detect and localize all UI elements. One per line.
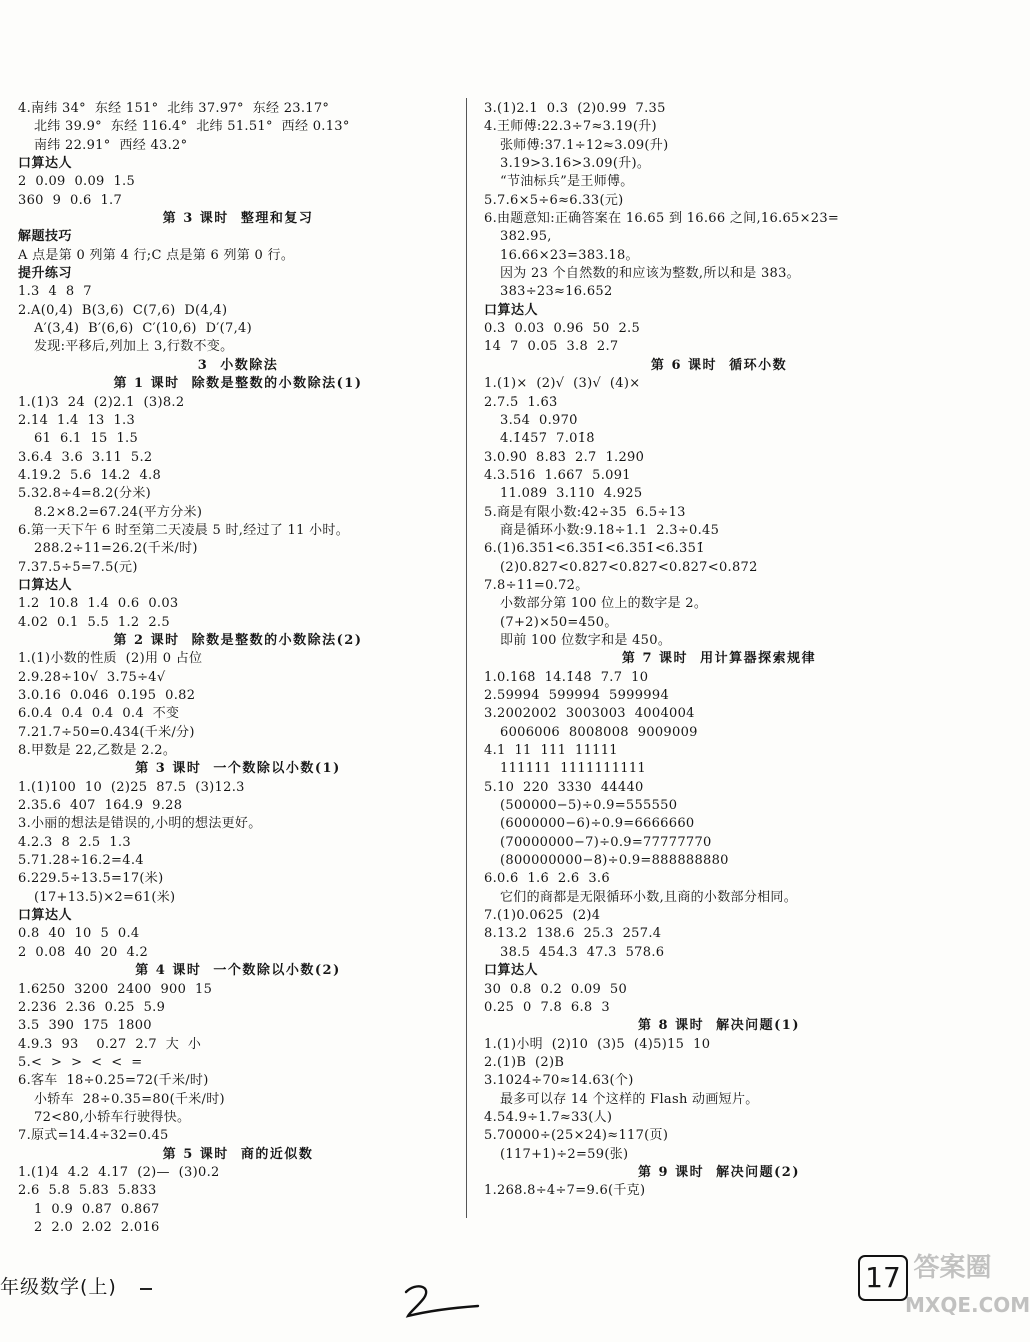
answer-line: 4.1̇457̇ 7.01̇8̇: [500, 431, 595, 447]
answer-line: 4.3.516 1.667 5.091: [484, 467, 631, 483]
answer-line: 4.19.2 5.6 14.2 4.8: [18, 467, 162, 483]
answer-line: 4.9.3 93 0.27 2.7 大 小: [18, 1036, 202, 1052]
answer-line: 2 0.08 40 20 4.2: [18, 944, 149, 960]
subsection-label: 口算达人: [18, 908, 73, 924]
subsection-label: 口算达人: [484, 963, 539, 979]
answer-line: 2.6 5.8 5.83 5.833: [18, 1183, 157, 1199]
answer-line: 北纬 39.9° 东经 116.4° 北纬 51.51° 西经 0.13°: [34, 119, 350, 135]
answer-line: 3.(1)2.1 0.3 (2)0.99 7.35: [484, 101, 666, 116]
answer-line: 最多可以存 14 个这样的 Flash 动画短片。: [500, 1091, 759, 1107]
section-heading: 第 1 课时 除数是整数的小数除法(1): [113, 376, 363, 392]
answer-line: 0.3̇ 0.03 0.96 50 2.5: [484, 321, 641, 337]
answer-line: 383÷23≈16.652: [500, 284, 613, 300]
footer-dash: [140, 1288, 152, 1290]
answer-line: 4.1 11 111 11111: [484, 743, 618, 759]
section-heading: 第 3 课时 一个数除以小数(1): [135, 761, 341, 777]
handwritten-mark-icon: [402, 1284, 482, 1320]
answer-line: 72<80,小轿车行驶得快。: [34, 1109, 191, 1125]
answer-line: A′(3,4) B′(6,6) C′(10,6) D′(7,4): [34, 321, 252, 337]
answer-line: 3.2002002 3003003 4004004: [484, 706, 695, 722]
answer-line: 6.第一天下午 6 时至第二天凌晨 5 时,经过了 11 小时。: [18, 522, 350, 538]
answer-line: 2.(1)B (2)B: [484, 1054, 565, 1070]
answer-line: 288.2÷11=26.2(千米/时): [34, 541, 198, 557]
answer-line: 14 7 0.05 3.8 2.7: [484, 339, 619, 355]
answer-line: 11.089 3.110 4.925: [500, 486, 643, 502]
answer-line: 1.(1)4 4.2 4.17 (2)— (3)0.2: [18, 1164, 220, 1180]
answer-line: 2.9.28÷10√ 3.75÷4√: [18, 669, 166, 685]
answer-line: 5.7.6×5÷6≈6.33(元): [484, 192, 624, 208]
column-divider: [466, 98, 467, 1218]
answer-line: 因为 23 个自然数的和应该为整数,所以和是 383。: [500, 266, 800, 282]
subsection-label: 解题技巧: [18, 229, 73, 245]
section-heading: 第 2 课时 除数是整数的小数除法(2): [113, 632, 363, 648]
page-number: 17: [858, 1255, 908, 1301]
answer-line: 3.5̇4̇ 0.9̇70̇: [500, 412, 578, 428]
answer-line: 382.95,: [500, 229, 552, 245]
answer-line: 6.229.5÷13.5=17(米): [18, 871, 164, 887]
section-heading: 第 8 课时 解决问题(1): [638, 1018, 800, 1034]
answer-line: 4.54.9÷1.7≈33(人): [484, 1109, 613, 1125]
watermark-logo: 答案圈: [913, 1253, 992, 1283]
answer-line: 它们的商都是无限循环小数,且商的小数部分相同。: [500, 889, 798, 905]
section-heading: 第 5 课时 商的近似数: [162, 1146, 314, 1162]
section-heading: 第 4 课时 一个数除以小数(2): [135, 963, 341, 979]
answer-line: 8.2×8.2=67.24(平方分米): [34, 504, 203, 520]
answer-line: (500000−5)÷0.9=555550: [500, 798, 678, 814]
answer-line: 360 9 0.6 1.7: [18, 192, 123, 208]
answer-line: 5.70000÷(25×24)≈117(页): [484, 1128, 669, 1144]
answer-line: 16.66×23=383.18。: [500, 247, 639, 263]
watermark-url: MXQE.COM: [905, 1293, 1030, 1317]
answer-line: 1.6250 3200 2400 900 15: [18, 981, 213, 997]
answer-line: 0.8 40 10 5 0.4: [18, 926, 140, 942]
section-heading: 第 9 课时 解决问题(2): [638, 1164, 800, 1180]
answer-line: 1.(1)100 10 (2)25 87.5 (3)12.3: [18, 779, 245, 795]
answer-line: 2.7.5̇ 1.6̇3̇: [484, 394, 558, 410]
subsection-label: 口算达人: [18, 156, 73, 172]
answer-line: 6.0.6̇ 1.6̇ 2.6̇ 3.6̇: [484, 871, 610, 887]
answer-line: 8.13.2 138.6 25.3 257.4: [484, 926, 662, 942]
answer-line: 38.5 454.3 47.3 578.6: [500, 944, 665, 960]
subsection-label: 口算达人: [18, 577, 73, 593]
answer-line: 3.0.9̇0̇ 8.83̇ 2.7̇ 1.29̇0̇: [484, 449, 645, 465]
answer-line: 7.(1)0.0625 (2)4: [484, 908, 601, 924]
subsection-label: 提升练习: [18, 266, 73, 282]
answer-line: 6.由题意知:正确答案在 16.65 到 16.66 之间,16.65×23=: [484, 211, 840, 227]
answer-line: 3.小丽的想法是错误的,小明的想法更好。: [18, 816, 262, 832]
answer-line: 30 0.8 0.2 0.09 50: [484, 981, 628, 997]
answer-line: 7.原式=14.4÷32=0.45: [18, 1128, 169, 1144]
answer-line: (117+1)÷2=59(张): [500, 1146, 629, 1162]
answer-line: 1 0.9 0.87 0.867: [34, 1201, 160, 1217]
answer-line: 商是循环小数:9.18÷1.1 2.3÷0.45: [500, 522, 720, 538]
answer-line: 5.< > > < < =: [18, 1054, 143, 1070]
answer-line: 6.(1)6.351<6.351̇<6.35̇1̇<6.3̇51̇: [484, 541, 705, 557]
answer-line: 1.3 4 8 7: [18, 284, 92, 300]
answer-line: 5.71.28÷16.2=4.4: [18, 853, 144, 869]
answer-line: 南纬 22.91° 西经 43.2°: [34, 137, 188, 153]
answer-line: 7.37.5÷5=7.5(元): [18, 559, 138, 575]
answer-line: (70000000−7)÷0.9=77777770: [500, 834, 712, 850]
answer-line: “节油标兵”是王师傅。: [500, 174, 634, 190]
answer-line: 1.(1)3 24 (2)2.1 (3)8.2: [18, 394, 185, 410]
subsection-label: 口算达人: [484, 302, 539, 318]
answer-line: 5.商是有限小数:42÷35 6.5÷13: [484, 504, 686, 520]
answer-line: 1.0.16̇8̇ 14.1̇48̇ 7.7 10: [484, 669, 649, 685]
answer-line: 4.02 0.1 5.5 1.2 2.5: [18, 614, 170, 630]
answer-line: 1.(1)小明 (2)10 (3)5 (4)5)15 10: [484, 1036, 711, 1052]
answer-line: 4.王师傅:22.3÷7≈3.19(升): [484, 119, 657, 135]
answer-line: 61 6.1 15 1.5: [34, 431, 139, 447]
answer-line: 2 2.0 2.02 2.016: [34, 1219, 160, 1235]
answer-line: A 点是第 0 列第 4 行;C 点是第 6 列第 0 行。: [18, 247, 295, 263]
answer-line: 2.236 2.36 0.25 5.9: [18, 999, 166, 1015]
answer-line: 1.(1)小数的性质 (2)用 0 占位: [18, 651, 203, 667]
answer-line: 发现:平移后,列加上 3,行数不变。: [34, 339, 234, 355]
answer-line: 7.8÷11=0.7̇2̇。: [484, 577, 589, 593]
answer-line: (17+13.5)×2=61(米): [34, 889, 176, 905]
answer-line: 4.2.3 8 2.5 1.3: [18, 834, 131, 850]
answer-line: 小轿车 28÷0.35=80(千米/时): [34, 1091, 225, 1107]
section-heading: 3 小数除法: [197, 357, 279, 373]
answer-line: (2)0.827<0.82̇7̇<0.8̇27̇<0.827̇<0.872̇: [500, 559, 758, 575]
answer-line: 1.268.8÷4÷7=9.6(千克): [484, 1183, 646, 1199]
answer-line: 111111 1111111111: [500, 761, 647, 777]
site-watermark: [905, 1248, 1030, 1338]
answer-line: 1.(1)× (2)√ (3)√ (4)×: [484, 376, 641, 392]
answer-line: 4.南纬 34° 东经 151° 北纬 37.97° 东经 23.17°: [18, 101, 330, 116]
answer-line: 5.10 220 3330 44440: [484, 779, 644, 795]
answer-line: (800000000−8)÷0.9=888888880: [500, 853, 729, 869]
answer-line: 5.32.8÷4=8.2(分米): [18, 486, 152, 502]
right-column: [484, 100, 954, 1201]
answer-line: 张师傅:37.1÷12≈3.09(升): [500, 137, 669, 153]
answer-line: (7+2)×50=450。: [500, 614, 618, 630]
answer-line: 0.25 0 7.8 6.8 3: [484, 999, 610, 1015]
answer-line: 3.19>3.16>3.09(升)。: [500, 156, 651, 172]
answer-line: 2 0.09 0.09 1.5: [18, 174, 136, 190]
answer-line: (6000000−6)÷0.9=6666660: [500, 816, 695, 832]
section-heading: 第 3 课时 整理和复习: [162, 211, 314, 227]
answer-line: 2.59994 599994 5999994: [484, 688, 670, 703]
grade-label: 年级数学(上): [0, 1276, 117, 1298]
answer-line: 6.客车 18÷0.25=72(千米/时): [18, 1073, 209, 1089]
answer-line: 6.0.4 0.4 0.4 0.4 不变: [18, 706, 180, 722]
answer-line: 2.14 1.4 13 1.3: [18, 412, 136, 428]
answer-line: 6006006 8008008 9009009: [500, 724, 698, 740]
answer-line: 2.35.6 407 164.9 9.28: [18, 798, 183, 814]
answer-line: 3.0.16 0.046 0.195 0.82: [18, 688, 196, 703]
answer-line: 3.1024÷70≈14.63(个): [484, 1073, 634, 1089]
answer-line: 即前 100 位数字和是 450。: [500, 632, 672, 648]
answer-line: 小数部分第 100 位上的数字是 2。: [500, 596, 708, 612]
left-column: [18, 100, 458, 1237]
answer-line: 3.6.4 3.6 3.11 5.2: [18, 449, 153, 465]
section-heading: 第 7 课时 用计算器探索规律: [621, 651, 817, 667]
answer-line: 8.甲数是 22,乙数是 2.2。: [18, 743, 177, 759]
section-heading: 第 6 课时 循环小数: [650, 357, 788, 373]
answer-line: 2.A(0,4) B(3,6) C(7,6) D(4,4): [18, 302, 228, 318]
answer-line: 7.21.7÷50=0.434(千米/分): [18, 724, 195, 740]
answer-line: 3.5 390 175 1800: [18, 1018, 152, 1034]
answer-line: 1.2 10.8 1.4 0.6 0.03: [18, 596, 179, 612]
